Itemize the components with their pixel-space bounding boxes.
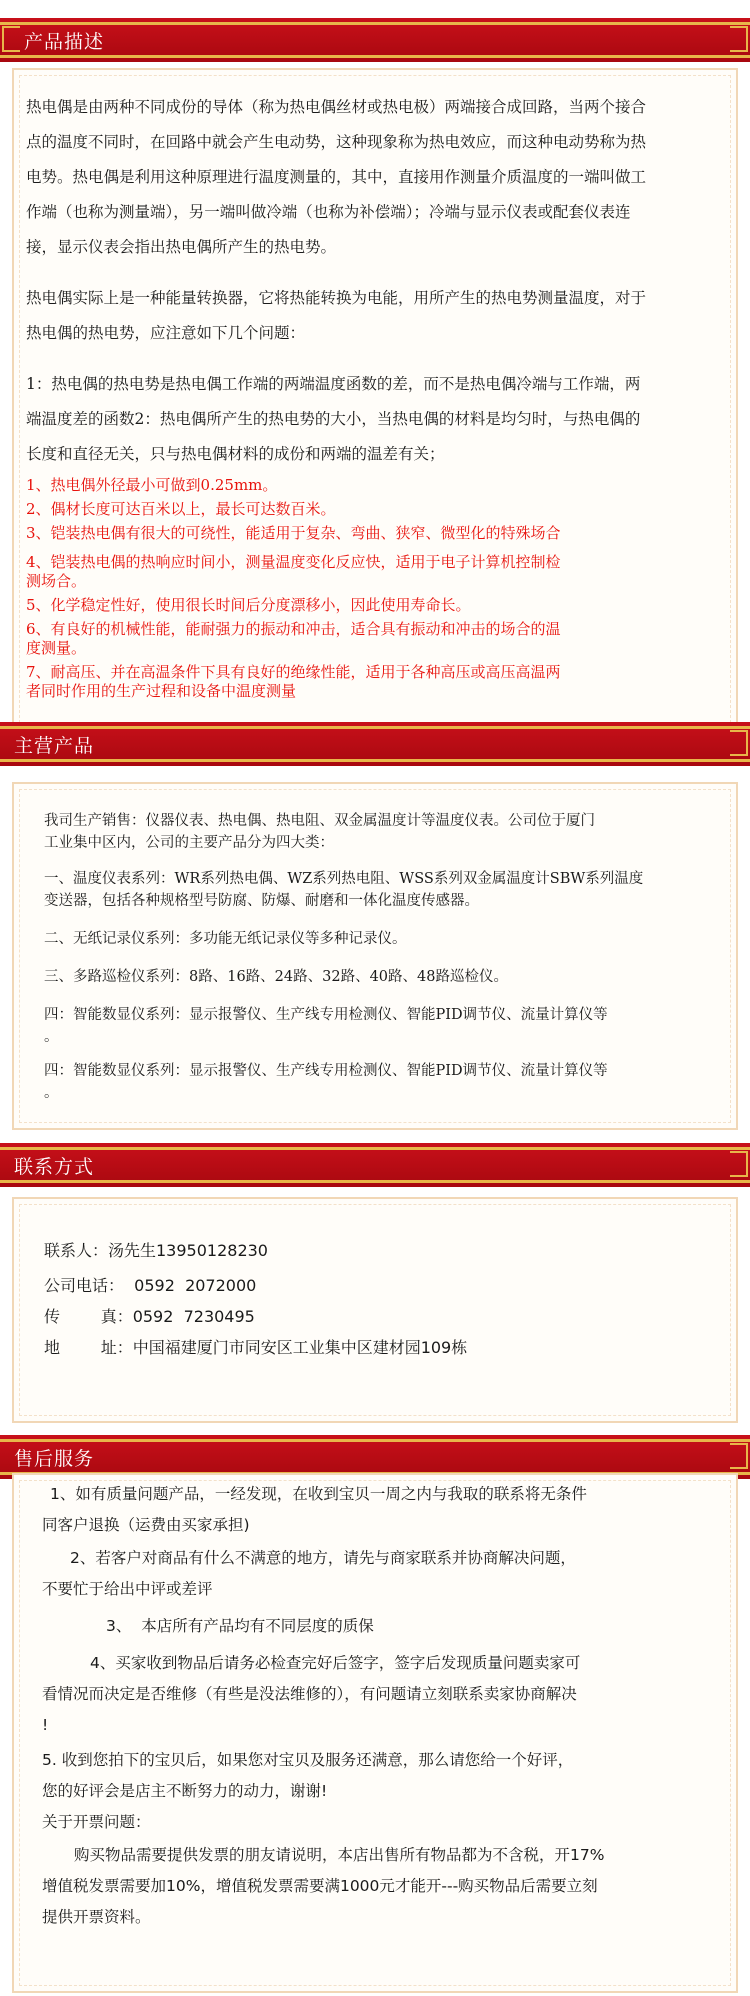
section-description	[0, 18, 750, 740]
text-line: 1：热电偶的热电势是热电偶工作端的两端温度函数的差，而不是热电偶冷端与工作端，两	[26, 375, 641, 393]
text-line: 您的好评会是店主不断努力的动力，谢谢!	[42, 1782, 328, 1800]
feature-line: 3、铠装热电偶有很大的可绕性，能适用于复杂、弯曲、狭窄、微型化的特殊场合	[26, 524, 561, 542]
text-line: 4、买家收到物品后请务必检查完好后签字，签字后发现质量问题卖家可	[90, 1654, 581, 1672]
text-line: 5. 收到您拍下的宝贝后，如果您对宝贝及服务还满意，那么请您给一个好评，	[42, 1751, 574, 1769]
feature-line: 测场合。	[26, 572, 87, 590]
text-line: 。	[44, 1029, 59, 1045]
text-line: 电势。热电偶是利用这种原理进行温度测量的，其中，直接用作测量介质温度的一端叫做工	[26, 168, 647, 186]
text-line: 工业集中区内，公司的主要产品分为四大类：	[44, 835, 334, 851]
text-line: 3、 本店所有产品均有不同层度的质保	[106, 1617, 374, 1635]
feature-item	[26, 620, 702, 658]
section-contact	[0, 1143, 750, 1423]
products-paragraph	[44, 868, 704, 912]
feature-line: 4、铠装热电偶的热响应时间小，测量温度变化反应快，适用于电子计算机控制检	[26, 553, 561, 571]
feature-line: 者同时作用的生产过程和设备中温度测量	[26, 682, 297, 700]
feature-line: 5、化学稳定性好，使用很长时间后分度漂移小，因此使用寿命长。	[26, 596, 471, 614]
contact-banner	[0, 1143, 750, 1187]
products-paragraph	[44, 928, 704, 950]
text-line: 同客户退换（运费由买家承担)	[42, 1516, 250, 1534]
contact-phone: 公司电话： 0592 2072000	[44, 1276, 257, 1295]
products-banner	[0, 722, 750, 766]
service-paragraph	[42, 1745, 712, 1807]
description-paragraph	[26, 367, 702, 472]
text-line: !	[42, 1716, 49, 1734]
description-body	[26, 90, 702, 701]
feature-line: 度测量。	[26, 639, 87, 657]
service-body	[42, 1479, 712, 1933]
service-paragraph	[42, 1611, 712, 1642]
products-body	[44, 810, 704, 1104]
banner-corner-ornament	[2, 26, 20, 52]
text-line: 2、若客户对商品有什么不满意的地方，请先与商家联系并协商解决问题，	[70, 1549, 576, 1567]
description-banner	[0, 18, 750, 62]
text-line: 作端（也称为测量端），另一端叫做冷端（也称为补偿端）；冷端与显示仪表或配套仪表连	[26, 203, 631, 221]
products-paragraph	[44, 966, 704, 988]
section-products	[0, 722, 750, 1130]
text-line: 。	[44, 1085, 59, 1101]
banner-corner-ornament	[730, 26, 748, 52]
banner-corner-ornament	[730, 1151, 748, 1177]
text-line: 热电偶是由两种不同成份的导体（称为热电偶丝材或热电极）两端接合成回路，当两个接合	[26, 98, 647, 116]
section-title: 售后服务	[14, 1448, 95, 1470]
text-line: 接，显示仪表会指出热电偶所产生的热电势。	[26, 238, 337, 256]
text-line: 购买物品需要提供发票的朋友请说明，本店出售所有物品都为不含税，开17%	[74, 1846, 605, 1864]
contact-body	[44, 1235, 720, 1363]
text-line: 变送器，包括各种规格型号防腐、防爆、耐磨和一体化温度传感器。	[44, 893, 479, 909]
text-line: 增值税发票需要加10%，增值税发票需要满1000元才能开---购买物品后需要立刻	[42, 1877, 598, 1895]
feature-item	[26, 596, 702, 615]
service-paragraph	[42, 1807, 712, 1838]
text-line: 三、多路巡检仪系列：8路、16路、24路、32路、40路、48路巡检仪。	[44, 969, 508, 985]
service-paragraph	[42, 1543, 712, 1605]
text-line: 二、无纸记录仪系列：多功能无纸记录仪等多种记录仪。	[44, 931, 407, 947]
feature-item	[26, 476, 702, 495]
feature-line: 6、有良好的机械性能，能耐强力的振动和冲击，适合具有振动和冲击的场合的温	[26, 620, 561, 638]
text-line: 热电偶实际上是一种能量转换器，它将热能转换为电能，用所产生的热电势测量温度，对于	[26, 289, 647, 307]
feature-item	[26, 500, 702, 519]
text-line: 四：智能数显仪系列：显示报警仪、生产线专用检测仪、智能PID调节仪、流量计算仪等	[44, 1007, 608, 1023]
text-line: 1、如有质量问题产品，一经发现，在收到宝贝一周之内与我取的联系将无条件	[50, 1485, 587, 1503]
feature-line: 1、热电偶外径最小可做到0.25mm。	[26, 476, 278, 494]
text-line: 长度和直径无关，只与热电偶材料的成份和两端的温差有关；	[26, 445, 445, 463]
text-line: 点的温度不同时，在回路中就会产生电动势，这种现象称为热电效应，而这种电动势称为热	[26, 133, 647, 151]
text-line: 热电偶的热电势，应注意如下几个问题：	[26, 324, 306, 342]
contact-person: 联系人：汤先生13950128230	[44, 1241, 268, 1260]
description-paragraph	[26, 90, 702, 265]
contact-fax: 传 真：0592 7230495	[44, 1307, 255, 1326]
feature-list	[26, 476, 702, 701]
section-service	[0, 1435, 750, 1995]
products-paragraph	[44, 810, 704, 854]
section-title: 主营产品	[14, 735, 95, 757]
text-line: 端温度差的函数2：热电偶所产生的热电势的大小，当热电偶的材料是均匀时，与热电偶的	[26, 410, 641, 428]
feature-line: 2、偶材长度可达百米以上，最长可达数百米。	[26, 500, 336, 518]
text-line: 四：智能数显仪系列：显示报警仪、生产线专用检测仪、智能PID调节仪、流量计算仪等	[44, 1063, 608, 1079]
text-line: 提供开票资料。	[42, 1908, 151, 1926]
service-paragraph	[42, 1648, 712, 1741]
text-line: 关于开票问题：	[42, 1813, 151, 1831]
feature-item	[26, 663, 702, 701]
text-line: 一、温度仪表系列：WR系列热电偶、WZ系列热电阻、WSS系列双金属温度计SBW系列温度	[44, 871, 644, 887]
banner-corner-ornament	[730, 1443, 748, 1469]
feature-item	[26, 524, 702, 543]
section-title: 联系方式	[14, 1156, 95, 1178]
products-paragraph	[44, 1060, 704, 1104]
contact-address: 地 址：中国福建厦门市同安区工业集中区建材园109栋	[44, 1338, 468, 1357]
products-paragraph	[44, 1004, 704, 1048]
feature-item	[26, 553, 702, 591]
text-line: 我司生产销售：仪器仪表、热电偶、热电阻、双金属温度计等温度仪表。公司位于厦门	[44, 813, 595, 829]
service-paragraph	[42, 1840, 712, 1933]
feature-line: 7、耐高压、并在高温条件下具有良好的绝缘性能，适用于各种高压或高压高温两	[26, 663, 561, 681]
text-line: 看情况而决定是否维修（有些是没法维修的），有问题请立刻联系卖家协商解决	[42, 1685, 577, 1703]
section-title: 产品描述	[24, 31, 105, 53]
text-line: 不要忙于给出中评或差评	[42, 1580, 213, 1598]
description-paragraph	[26, 281, 702, 351]
service-paragraph	[42, 1479, 712, 1541]
banner-corner-ornament	[730, 730, 748, 756]
